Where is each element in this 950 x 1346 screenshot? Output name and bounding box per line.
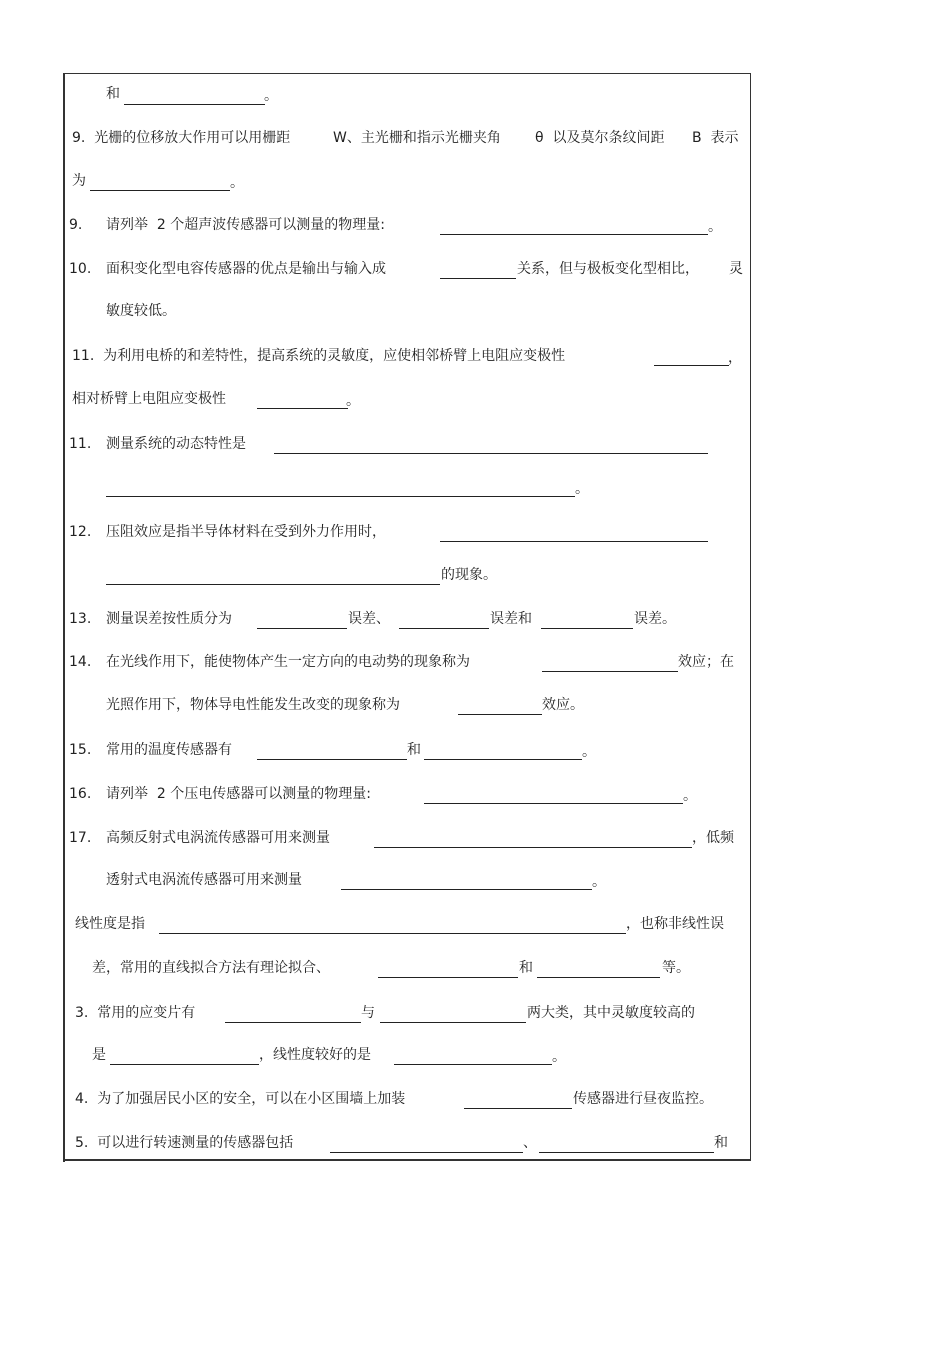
- answer-blank[interactable]: [257, 408, 348, 409]
- question-text: B 表示: [692, 130, 739, 146]
- question-text: 误差。: [634, 611, 676, 627]
- question-text: W、主光栅和指示光栅夹角: [333, 130, 501, 146]
- question-text: ，也称非线性误: [626, 916, 724, 932]
- answer-blank[interactable]: [424, 759, 582, 760]
- question-text: 。: [575, 481, 589, 497]
- question-text: ，低频: [692, 830, 734, 846]
- question-text: 3. 常用的应变片有: [75, 1005, 196, 1021]
- question-text: 差，常用的直线拟合方法有理论拟合、: [92, 960, 330, 976]
- question-text: 光照作用下，物体导电性能发生改变的现象称为: [106, 697, 400, 713]
- question-text: 等。: [662, 960, 690, 976]
- answer-blank[interactable]: [380, 1022, 526, 1023]
- question-text: 、: [523, 1135, 537, 1151]
- answer-blank[interactable]: [399, 628, 489, 629]
- answer-blank[interactable]: [542, 671, 678, 672]
- question-number: 9.: [69, 217, 83, 233]
- answer-blank[interactable]: [110, 1064, 259, 1065]
- question-text: 。: [582, 744, 596, 760]
- answer-blank[interactable]: [225, 1022, 361, 1023]
- answer-blank[interactable]: [378, 977, 518, 978]
- question-number: 17.: [69, 830, 92, 846]
- question-text: 的现象。: [441, 567, 497, 583]
- question-text: θ 以及莫尔条纹间距: [535, 130, 665, 146]
- question-text: ，: [728, 350, 742, 366]
- question-text: 效应；在: [678, 654, 734, 670]
- answer-blank[interactable]: [440, 541, 708, 542]
- question-number: 13.: [69, 611, 92, 627]
- answer-blank[interactable]: [106, 584, 440, 585]
- question-number: 12.: [69, 524, 92, 540]
- answer-blank[interactable]: [464, 1108, 572, 1109]
- question-text: 和: [407, 742, 421, 758]
- question-text: 线性度是指: [75, 916, 145, 932]
- question-text: 透射式电涡流传感器可用来测量: [106, 872, 302, 888]
- question-text: 压阻效应是指半导体材料在受到外力作用时，: [106, 524, 386, 540]
- question-number: 11.: [69, 436, 92, 452]
- question-text: 敏度较低。: [106, 303, 176, 319]
- question-text: 面积变化型电容传感器的优点是输出与输入成: [106, 261, 386, 277]
- answer-blank[interactable]: [257, 759, 407, 760]
- question-text: 高频反射式电涡流传感器可用来测量: [106, 830, 330, 846]
- answer-blank[interactable]: [90, 190, 230, 191]
- answer-blank[interactable]: [458, 714, 542, 715]
- question-text: 相对桥臂上电阻应变极性: [72, 391, 226, 407]
- answer-blank[interactable]: [541, 628, 633, 629]
- question-text: 9. 光栅的位移放大作用可以用栅距: [72, 130, 291, 146]
- answer-blank[interactable]: [440, 278, 516, 279]
- question-text: 和: [714, 1135, 728, 1151]
- question-text: 11. 为利用电桥的和差特性，提高系统的灵敏度，应使相邻桥臂上电阻应变极性: [72, 348, 566, 364]
- question-number: 14.: [69, 654, 92, 670]
- question-text: 测量系统的动态特性是: [106, 436, 246, 452]
- question-text: 测量误差按性质分为: [106, 611, 232, 627]
- question-text: 为: [72, 173, 86, 189]
- question-text: 。: [264, 88, 278, 104]
- answer-blank[interactable]: [394, 1064, 552, 1065]
- question-text: 是: [92, 1047, 106, 1063]
- answer-blank[interactable]: [274, 453, 708, 454]
- question-text: 和: [106, 86, 120, 102]
- question-box-left-edge: [63, 73, 65, 1162]
- question-text: 传感器进行昼夜监控。: [573, 1091, 713, 1107]
- question-text: 与: [361, 1005, 375, 1021]
- answer-blank[interactable]: [159, 933, 626, 934]
- question-text: 常用的温度传感器有: [106, 742, 232, 758]
- question-text: 在光线作用下，能使物体产生一定方向的电动势的现象称为: [106, 654, 470, 670]
- question-text: 。: [708, 219, 722, 235]
- answer-blank[interactable]: [539, 1152, 714, 1153]
- question-text: 请列举 2 个超声波传感器可以测量的物理量:: [106, 217, 385, 233]
- question-text: ，线性度较好的是: [259, 1047, 371, 1063]
- question-text: 。: [230, 175, 244, 191]
- answer-blank[interactable]: [330, 1152, 523, 1153]
- answer-blank[interactable]: [537, 977, 660, 978]
- answer-blank[interactable]: [440, 234, 708, 235]
- answer-blank[interactable]: [654, 365, 729, 366]
- answer-blank[interactable]: [106, 496, 575, 497]
- question-text: 4. 为了加强居民小区的安全，可以在小区围墙上加装: [75, 1091, 406, 1107]
- answer-blank[interactable]: [257, 628, 347, 629]
- question-text: 和: [519, 960, 533, 976]
- answer-blank[interactable]: [374, 847, 692, 848]
- question-text: 两大类，其中灵敏度较高的: [527, 1005, 695, 1021]
- question-number: 10.: [69, 261, 92, 277]
- question-text: 。: [346, 393, 360, 409]
- question-text: 误差、: [348, 611, 390, 627]
- question-text: 灵: [729, 261, 743, 277]
- question-number: 15.: [69, 742, 92, 758]
- question-number: 16.: [69, 786, 92, 802]
- question-text: 效应。: [542, 697, 584, 713]
- answer-blank[interactable]: [124, 104, 265, 105]
- question-text: 关系，但与极板变化型相比，: [517, 261, 699, 277]
- question-text: 。: [683, 788, 697, 804]
- question-text: 5. 可以进行转速测量的传感器包括: [75, 1135, 294, 1151]
- question-text: 。: [552, 1049, 566, 1065]
- question-text: 误差和: [490, 611, 532, 627]
- question-text: 。: [592, 874, 606, 890]
- answer-blank[interactable]: [341, 889, 592, 890]
- answer-blank[interactable]: [424, 803, 683, 804]
- question-text: 请列举 2 个压电传感器可以测量的物理量:: [106, 786, 371, 802]
